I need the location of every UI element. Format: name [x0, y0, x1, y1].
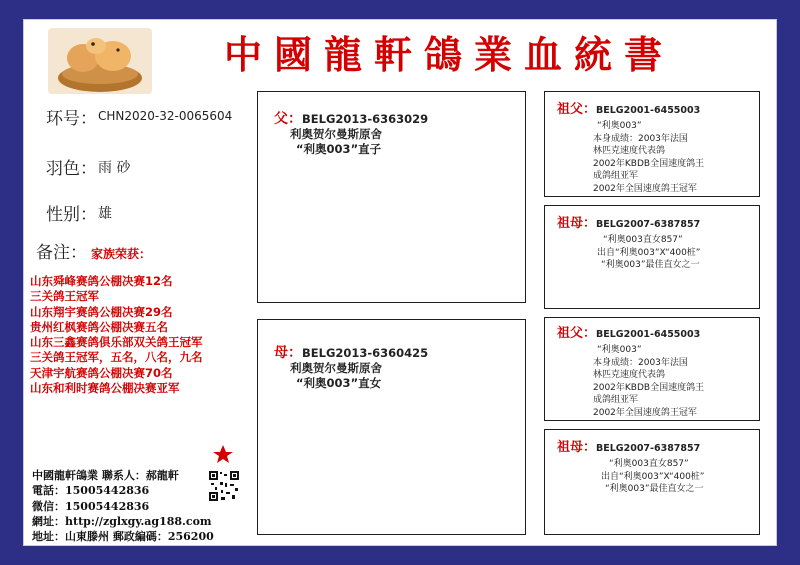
grandparent-relation-label: 祖母： — [557, 216, 597, 231]
contact-address: 地址：山東滕州 郵政編碼：256200 — [32, 530, 214, 544]
father-line2: “利奥003”直子 — [296, 142, 382, 156]
father-info — [274, 112, 428, 157]
grandparent-ring: BELG2001-6455003 — [596, 105, 701, 116]
pedigree-sheet — [24, 20, 776, 545]
grandparent-relation-label: 祖父： — [557, 102, 597, 117]
list-item: 贵州红枫赛鸽公棚决赛五名 — [30, 319, 168, 334]
mother-line1: 利奥贺尔曼斯原舍 — [290, 361, 382, 375]
contact-name: 中國龍軒鴿業 聯系人：郝龍軒 — [32, 469, 179, 482]
grandmother-paternal-box — [544, 205, 760, 309]
list-item: 2002年KBDB全国速度鸽王 — [593, 382, 705, 393]
grandparent-relation-label: 祖母： — [557, 440, 597, 455]
list-item: “利奥003”最佳直女之一 — [601, 260, 700, 270]
grandparent-details — [601, 458, 704, 496]
grandparent-details — [593, 120, 704, 195]
color-label: 羽色： — [46, 159, 97, 179]
grandparent-header — [557, 218, 700, 232]
mother-relation-label: 母： — [274, 345, 302, 361]
grandmother-maternal-box — [544, 429, 760, 535]
list-item: 林匹克速度代表鸽 — [593, 146, 666, 156]
grandparent-details — [597, 234, 700, 272]
mother-line2: “利奥003”直女 — [296, 376, 382, 390]
sex-label: 性别： — [46, 205, 97, 225]
list-item: 2002年全国速度鸽王冠军 — [593, 407, 697, 418]
grandparent-details — [593, 344, 704, 419]
father-relation-label: 父： — [274, 111, 302, 127]
contact-phone: 電話：15005442836 — [32, 484, 150, 498]
list-item: 2002年全国速度鸽王冠军 — [593, 183, 697, 194]
grandfather-paternal-box — [544, 91, 760, 197]
qr-code-icon — [208, 470, 240, 502]
grandparent-header — [557, 328, 700, 342]
father-ring: BELG2013-6363029 — [302, 112, 429, 126]
ring-value: CHN2020-32-0065604 — [98, 109, 233, 123]
list-item: 山东三鑫赛鸽俱乐部双关鸽王冠军 — [30, 335, 203, 350]
list-item: 三关鸽王冠军，五名，八名，九名 — [30, 350, 203, 365]
ring-label: 环号： — [46, 109, 97, 129]
mother-box — [257, 319, 526, 535]
list-item: 山东和利时赛鸽公棚决赛亚军 — [30, 381, 180, 396]
notes-heading — [36, 238, 151, 263]
list-item: 本身成绩：2003年法国 — [593, 357, 688, 368]
grandparent-ring: BELG2007-6387857 — [596, 443, 701, 454]
grandfather-maternal-box — [544, 317, 760, 421]
list-item: 山东舜峰赛鸽公棚决赛12名 — [30, 274, 173, 288]
list-item: “利奥003” — [597, 345, 642, 355]
father-box — [257, 91, 526, 303]
list-item: 本身成绩：2003年法国 — [593, 133, 688, 144]
grandparent-ring: BELG2001-6455003 — [596, 329, 701, 340]
list-item: 出自“利奥003”X“400桩” — [601, 471, 705, 482]
father-line1: 利奥贺尔曼斯原舍 — [290, 127, 382, 141]
contact-website[interactable]: 網址：http://zglxgy.ag188.com — [32, 514, 212, 528]
notes-label: 备注： — [36, 243, 87, 263]
contact-block — [32, 468, 214, 544]
list-item: 林匹克速度代表鸽 — [593, 370, 666, 380]
list-item: 山东翔宇赛鸽公棚决赛29名 — [30, 304, 173, 319]
mother-ring: BELG2013-6360425 — [302, 346, 429, 360]
list-item: 成鸽组亚军 — [593, 171, 639, 181]
list-item: 2002年KBDB全国速度鸽王 — [593, 158, 705, 169]
color-value: 雨 砂 — [98, 160, 131, 176]
list-item: 三关鸽王冠军 — [30, 289, 99, 304]
grandparent-header — [557, 442, 700, 456]
small-logo-icon — [212, 443, 234, 465]
notes-sub: 家族荣获： — [91, 247, 152, 261]
grandparent-header — [557, 104, 700, 118]
list-item: “利奥003直女857” — [603, 235, 683, 245]
contact-wechat: 微信：15005442836 — [32, 499, 150, 513]
list-item: 出自“利奥003”X“400桩” — [597, 247, 701, 258]
list-item: “利奥003” — [597, 121, 642, 131]
list-item: 成鸽组亚军 — [593, 395, 639, 405]
grandparent-ring: BELG2007-6387857 — [596, 219, 701, 230]
page-title: 中國龍軒鴿業血統書 — [223, 32, 674, 77]
mother-info — [274, 346, 428, 391]
grandparent-relation-label: 祖父： — [557, 326, 597, 341]
list-item: “利奥003”最佳直女之一 — [605, 484, 704, 494]
list-item: “利奥003直女857” — [609, 459, 689, 469]
honors-list — [30, 274, 203, 396]
list-item: 天津宇航赛鸽公棚决赛70名 — [30, 365, 173, 380]
sex-value: 雄 — [98, 206, 112, 222]
